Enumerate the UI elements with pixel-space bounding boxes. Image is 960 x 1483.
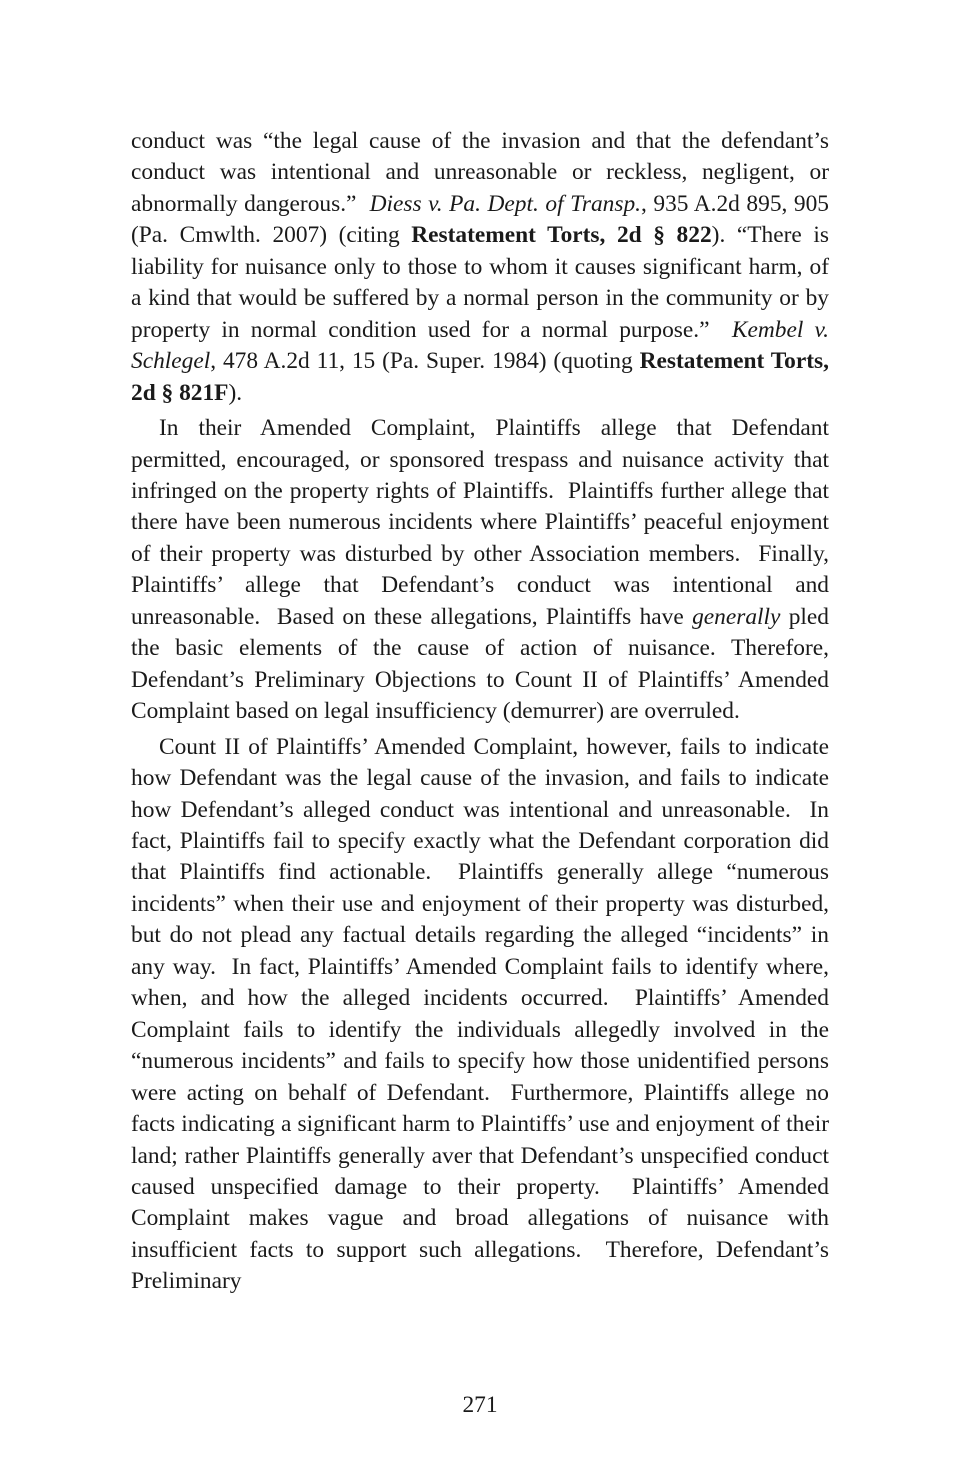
paragraph-2-text-b: pled the basic elements of the cause of action of nuisance. Therefore, Defendant’s Preliminary Objections to Count II of Plaintiffs’ Amended Complaint based on legal insufficiency (demurrer) are overruled.	[131, 603, 829, 725]
page-number: 271	[462, 1392, 498, 1418]
paragraph-1-text-e: ).	[228, 379, 243, 406]
paragraph-1-text-c: ). “There is liability for nuisance only to those to whom it causes significant harm, of a kind that would be suffered by a normal person in the community or by property in normal condition used for a normal purpose.”	[131, 222, 829, 343]
paragraph-1	[131, 126, 829, 409]
paragraph-3: Count II of Plaintiffs’ Amended Complaint, however, fails to indicate how Defendant was the legal cause of the invasion, and fails to indicate how Defendant’s alleged conduct was intentional and unreasonable. In fact, Plaintiffs fail to specify exactly what the Defendant corporation did that Plaintiffs find actionable. Plaintiffs generally allege “numerous incidents” when their use and enjoyment of their property was disturbed, but do not plead any factual details regarding the alleged “incidents” in any way. In fact, Plaintiffs’ Amended Complaint fails to identify where, when, and how the alleged incidents occurred. Plaintiffs’ Amended Complaint fails to identify the individuals allegedly involved in the “numerous incidents” and fails to specify how those unidentified persons were acting on behalf of Defendant. Furthermore, Plaintiffs allege no facts indicating a significant harm to Plaintiffs’ use and enjoyment of their land; rather Plaintiffs generally aver that Defendant’s unspecified conduct caused unspecified damage to their property. Plaintiffs’ Amended Complaint makes vague and broad allegations of nuisance with insufficient facts to support such allegations. Therefore, Defendant’s Preliminary	[131, 733, 829, 1295]
restatement-citation-821f: Restatement Torts, 2d § 821F	[131, 348, 829, 406]
paragraph-1-text-a: conduct was “the legal cause of the invasion and that the defendant’s conduct was intentional and unreasonable or reckless, negligent, or abnormally dangerous.”	[131, 128, 829, 217]
paragraph-1-text-b: , 935 A.2d 895, 905 (Pa. Cmwlth. 2007) (citing	[131, 190, 830, 249]
page-body	[131, 126, 829, 1298]
case-citation-kembel: Kembel v. Schlegel	[131, 316, 829, 375]
case-citation-diess: Diess v. Pa. Dept. of Transp.	[369, 190, 641, 217]
restatement-citation-822: Restatement Torts, 2d § 822	[411, 222, 712, 249]
paragraph-2-text-a: In their Amended Complaint, Plaintiffs allege that Defendant permitted, encouraged, or sponsored trespass and nuisance activity that infringed on the property rights of Plaintiffs. Plaintiffs further allege that there have been numerous incidents where Plaintiffs’ peaceful enjoyment of their property was disturbed by other Association members. Finally, Plaintiffs’ allege that Defendant’s conduct was intentional and unreasonable. Based on these allegations, Plaintiffs have	[131, 415, 829, 630]
paragraph-2	[131, 413, 829, 728]
emphasis-generally: generally	[692, 603, 781, 630]
paragraph-1-text-d: , 478 A.2d 11, 15 (Pa. Super. 1984) (quoting	[210, 348, 640, 375]
